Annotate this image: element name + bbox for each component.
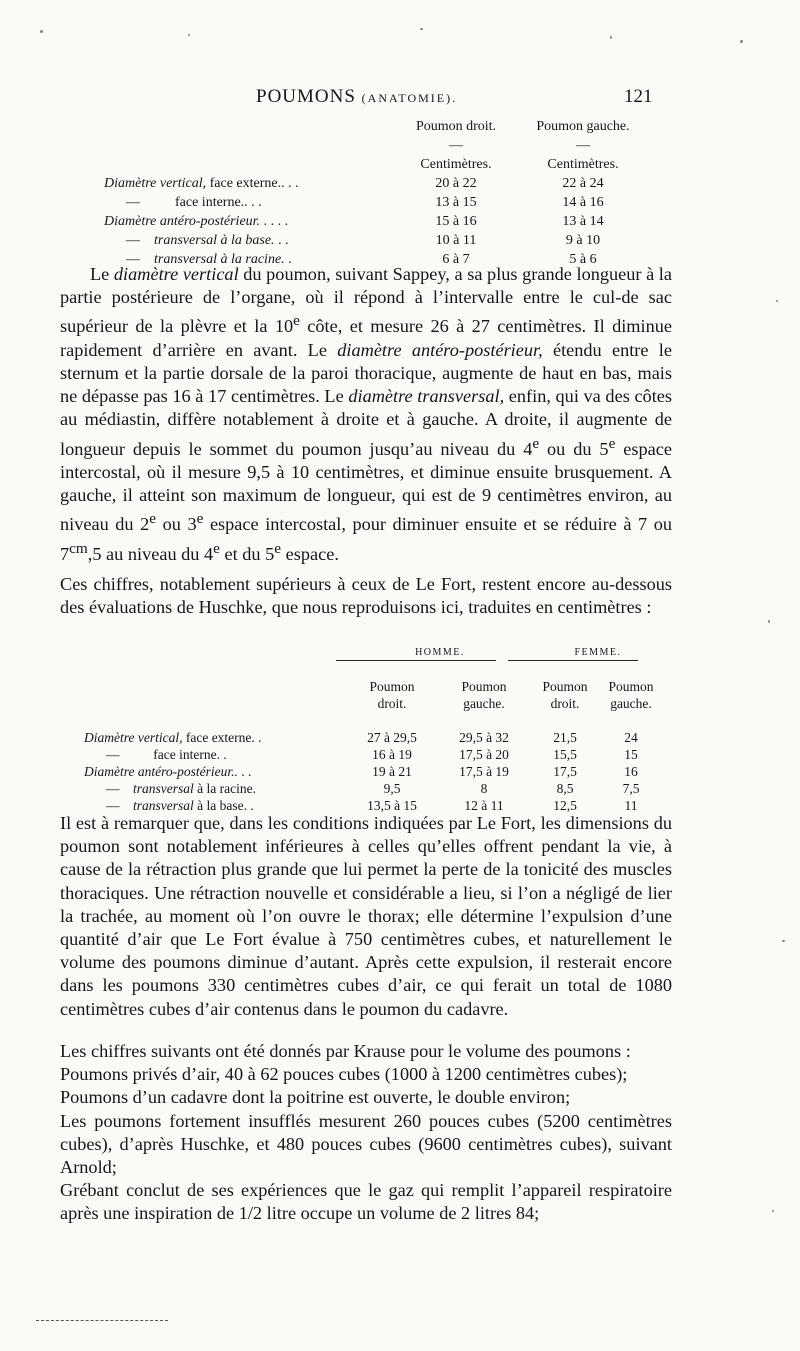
col-header: Poumon <box>461 679 507 694</box>
paragraph-huschke-intro: Ces chiffres, notablement supérieurs à ceux de Le Fort, restent encore au-dessous des évaluations de Huschke, que nous reproduisons ici, traduites en centimètres : <box>60 574 672 618</box>
col-header: droit. <box>377 696 407 711</box>
col-header: Poumon <box>542 679 588 694</box>
table-cell: 17,5 <box>553 764 577 779</box>
col-header: droit. <box>550 696 580 711</box>
paragraph-le-fort-retraction: Il est à remarquer que, dans les conditions indiquées par Le Fort, les dimensions du poumon sont notablement inférieures à celles qu’elles offrent pendant la vie, à cause de la rétraction plus grande que lui permet la perte de la tonicité des muscles thoraciques. Une rétraction nouvelle et considérable a lieu, si l’on a négligé de lier la trachée, au moment où l’on ouvre le thorax; elle détermine l’expulsion d’une quantité d’air que Le Fort évalue à 750 centimètres cubes, et naturellement le volume des poumons diminue d’autant. Après cette expulsion, il resterait encore dans les poumons 330 centimètres cubes d’air, ce qui ferait un total de 1080 centimètres cubes d’air contenus dans le poumon du cadavre. <box>60 813 672 1019</box>
table-cell: 5 à 6 <box>569 252 597 267</box>
table-cell: 15 à 16 <box>435 214 477 229</box>
dash: — <box>449 138 463 153</box>
row-label: — face interne. . <box>106 747 227 762</box>
row-label: — face interne.. . . <box>126 195 262 210</box>
table-cell: 9,5 <box>383 781 401 796</box>
table-cell: 9 à 10 <box>565 233 601 248</box>
col-header-right-lung: Poumon droit. <box>415 119 497 134</box>
row-label: — transversal à la base. . <box>106 798 254 813</box>
table-row <box>84 746 664 763</box>
list-item: Poumons privés d’air, 40 à 62 pouces cubes (1000 à 1200 centimètres cubes); <box>60 1064 628 1085</box>
table-cell: 22 à 24 <box>562 176 604 191</box>
list-item: Poumons d’un cadavre dont la poitrine est ouverte, le double environ; <box>60 1087 571 1108</box>
table-cell: 11 <box>624 798 638 813</box>
page-number: 121 <box>624 86 653 107</box>
group-header-femme: FEMME. <box>574 647 622 658</box>
table-cell: 8 <box>480 781 488 796</box>
row-label: Diamètre vertical, face externe. . <box>84 730 262 745</box>
table-header-row <box>104 117 648 136</box>
table-row <box>84 729 664 746</box>
table-cell: 12 à 11 <box>464 798 504 813</box>
paragraph-sappey-diameters: Le diamètre vertical du poumon, suivant Sappey, a sa plus grande longueur à la partie postérieure de l’organe, où il répond à l’intervalle entre le cul-de sac supérieur de la plèvre et la 10e côte, et mesure 26 à 27 centimètres. Il diminue rapidement d’arrière en avant. Le diamètre antéro-postérieur, étendu entre le sternum et la partie dorsale de la paroi thoracique, augmente de haut en bas, mais ne dépasse pas 16 à 17 centimètres. Le diamètre transversal, enfin, qui va des côtes au médiastin, diffère notablement à droite et à gauche. A droite, il augmente de longueur depuis le sommet du poumon jusqu’au niveau du 4e ou du 5e espace intercostal, où il mesure 9,5 à 10 centimètres, et diminue ensuite brusquement. A gauche, il atteint son maximum de longueur, qui est de 9 centimètres environ, au niveau du 2e ou 3e espace intercostal, pour diminuer ensuite et se réduire à 7 ou $7^{cm},5$ au niveau du 4e et du 5e espace. <box>60 264 673 564</box>
scan-speck <box>782 940 785 942</box>
table-cell: 17,5 à 20 <box>459 747 509 762</box>
scan-speck <box>420 28 423 30</box>
table-row <box>104 212 648 231</box>
table-header-row <box>84 678 664 695</box>
list-item: Les poumons fortement insufflés mesurent 260 pouces cubes (5200 centimètres cubes), d’après Huschke, et 480 pouces cubes (9600 centimètres cubes), suivant Arnold; <box>60 1110 672 1178</box>
col-header: gauche. <box>610 696 652 711</box>
table-cell: 12,5 <box>553 798 577 813</box>
scan-speck <box>772 1210 774 1212</box>
table-cell: 8,5 <box>556 781 574 796</box>
units-cell: Centimètres. <box>420 157 492 172</box>
dash: — <box>576 138 590 153</box>
table-cell: 6 à 7 <box>442 252 470 267</box>
scan-speck <box>740 40 743 43</box>
table-cell: 16 <box>624 764 638 779</box>
table-cell: 29,5 à 32 <box>459 730 509 745</box>
table-cell: 15 <box>624 747 638 762</box>
table-cell: 24 <box>624 730 638 745</box>
col-header: Poumon <box>608 679 654 694</box>
lung-dimensions-table-sappey <box>104 117 648 269</box>
row-label: — transversal à la racine. <box>106 781 256 796</box>
row-label: Diamètre vertical, face externe.. . . <box>104 176 299 191</box>
scan-speck <box>610 36 612 39</box>
table-cell: 7,5 <box>622 781 640 796</box>
lung-dimensions-table-huschke <box>84 644 664 814</box>
row-label: Diamètre antéro-postérieur.. . . <box>84 764 252 779</box>
table-header-row <box>84 695 664 712</box>
table-cell: 20 à 22 <box>435 176 477 191</box>
table-cell: 14 à 16 <box>562 195 604 210</box>
group-header-homme: HOMME. <box>415 647 465 658</box>
table-dash-row <box>104 136 648 155</box>
table-row <box>104 231 648 250</box>
col-header-left-lung: Poumon gauche. <box>536 119 630 134</box>
scan-speck <box>40 30 43 33</box>
table-cell: 10 à 11 <box>435 233 477 248</box>
row-label: — transversal à la racine. . <box>126 252 292 267</box>
scan-speck <box>188 34 190 36</box>
paragraph-krause-volumes <box>60 1040 672 1226</box>
table-cell: 15,5 <box>553 747 577 762</box>
table-cell: 13,5 à 15 <box>367 798 417 813</box>
table-cell: 13 à 15 <box>435 195 477 210</box>
table-cell: 13 à 14 <box>562 214 604 229</box>
col-header: Poumon <box>369 679 415 694</box>
scan-speck <box>776 300 778 302</box>
table-cell: 16 à 19 <box>372 747 412 762</box>
table-units-row <box>104 155 648 174</box>
table-cell: 19 à 21 <box>372 764 412 779</box>
running-title-section: (ANATOMIE). <box>361 91 458 105</box>
footer-dashed-rule <box>36 1320 168 1321</box>
table-row <box>84 763 664 780</box>
scan-speck <box>768 620 770 623</box>
running-title <box>256 86 457 108</box>
row-label: Diamètre antéro-postérieur. . . . . <box>104 214 289 229</box>
table-row <box>104 174 648 193</box>
row-label: — transversal à la base. . . <box>126 233 289 248</box>
table-row <box>84 780 664 797</box>
table-cell: 21,5 <box>553 730 577 745</box>
running-title-text: POUMONS <box>256 86 356 107</box>
running-header <box>0 86 800 114</box>
list-item: Grébant conclut de ses expériences que le gaz qui remplit l’appareil respiratoire après une inspiration de 1/2 litre occupe un volume de 2 litres 84; <box>60 1180 672 1224</box>
units-cell: Centimètres. <box>547 157 619 172</box>
table-row <box>104 193 648 212</box>
group-header-row <box>84 644 664 661</box>
table-cell: 17,5 à 19 <box>459 764 509 779</box>
list-item: Les chiffres suivants ont été donnés par Krause pour le volume des poumons : <box>60 1041 631 1061</box>
col-header: gauche. <box>463 696 505 711</box>
table-cell: 27 à 29,5 <box>367 730 417 745</box>
